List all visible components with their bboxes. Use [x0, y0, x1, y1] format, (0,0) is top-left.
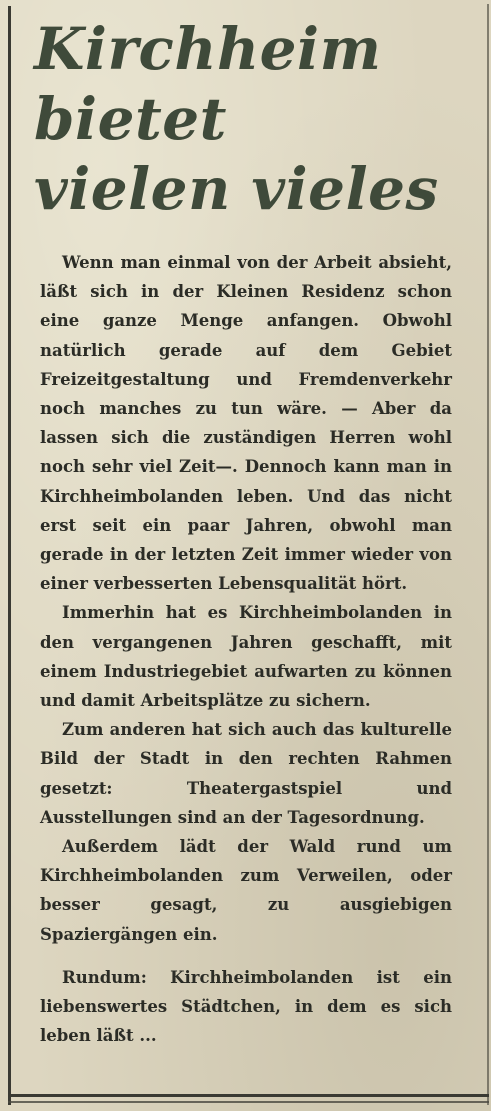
article-paragraph-1: Wenn man einmal von der Arbeit absieht, läßt sich in der Kleinen Residenz schon eine ganze Menge anfangen. Obwohl natürlich gerade auf dem Gebiet Freizeitgestaltung und Fremdenverkehr noch manches zu tun wäre. — Aber da lassen sich die zuständigen Herren wohl noch sehr viel Zeit—. Dennoch kann man in Kirchheimbolanden leben. Und das nicht erst seit ein paar Jahren, obwohl man gerade in der letzten Zeit immer wieder von einer verbesserten Lebensqualität hört.: [40, 253, 452, 594]
article-paragraph-2: Immerhin hat es Kirchheimbolanden in den vergangenen Jahren geschafft, mit einem Industriegebiet aufwarten zu können und damit Arbeitsplätze zu sichern.: [40, 603, 452, 711]
headline: [34, 14, 474, 224]
headline-line-2: bietet: [34, 85, 227, 153]
headline-line-3: vielen vieles: [34, 155, 439, 223]
article-body: [40, 248, 452, 1050]
headline-line-1: Kirchheim: [34, 15, 382, 83]
left-column-rule: [8, 6, 11, 1105]
article-paragraph-3: Zum anderen hat sich auch das kulturelle Bild der Stadt in den rechten Rahmen gesetzt: Theatergastspiel und Ausstellungen sind an der Tagesordnung.: [40, 720, 452, 827]
bottom-rule: [8, 1094, 489, 1097]
article-paragraph-5: Rundum: Kirchheimbolanden ist ein liebenswertes Städtchen, in dem es sich leben läßt ...: [40, 967, 452, 1046]
article-paragraph-4: Außerdem lädt der Wald rund um Kirchheimbolanden zum Verweilen, oder besser gesagt, zu ausgiebigen Spaziergängen ein.: [40, 837, 452, 944]
bottom-rule-secondary: [8, 1101, 489, 1103]
right-column-rule: [487, 4, 489, 1105]
